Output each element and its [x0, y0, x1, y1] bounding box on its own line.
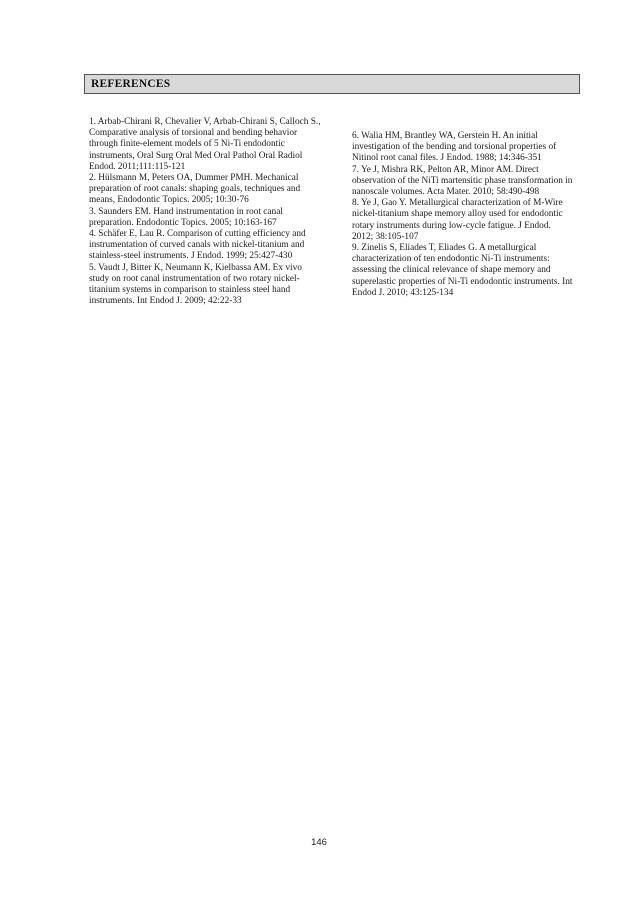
section-title: REFERENCES [91, 78, 171, 90]
reference-item: 7. Ye J, Mishra RK, Pelton AR, Minor AM. Direct observation of the NiTi martensitic phase transformation in nanoscale volumes. Acta Mater. 2010; 58:490-498 [352, 164, 573, 198]
references-header-bar [84, 74, 580, 94]
reference-item: 5. Vaudt J, Bitter K, Neumann K, Kielbassa AM. Ex vivo study on root canal instrumentation of two rotary nickel-titanium systems in comparison to stainless steel hand instruments. Int Endod J. 2009; 42:22-33 [89, 262, 302, 307]
reference-item: 4. Schäfer E, Lau R. Comparison of cutting efficiency and instrumentation of curved canals with nickel-titanium and stainless-steel instruments. J Endod. 1999; 25:427-430 [89, 229, 306, 262]
reference-item: 8. Ye J, Gao Y. Metallurgical characterization of M-Wire nickel-titanium shape memory alloy used for endodontic rotary instruments during low-cycle fatigue. J Endod. 2012; 38:105-107 [352, 198, 563, 242]
reference-item: 1. Arbab-Chirani R, Chevalier V, Arbab-Chirani S, Calloch S., Comparative analysis of torsional and bending behavior through finite-element models of 5 Ni-Ti endodontic instruments, Oral Surg Oral Med Oral Pathol Oral Radiol Endod. 2011;111:115-121 [89, 117, 321, 172]
reference-item: 2. Hülsmann M, Peters OA, Dummer PMH. Mechanical preparation of root canals: shaping goals, techniques and means, Endodontic Topics. 2005; 10:30-76 [89, 173, 301, 206]
page-number: 146 [311, 837, 327, 848]
references-column-left [89, 117, 321, 307]
reference-item: 9. Zinelis S, Eliades T, Eliades G. A metallurgical characterization of ten endodontic Ni-Ti instruments: assessing the clinical relevance of shape memory and superelastic properties of Ni-Ti endodontic instruments. Int Endod J. 2010; 43:125-134 [352, 243, 573, 298]
references-column-right [352, 131, 574, 299]
reference-item: 3. Saunders EM. Hand instrumentation in root canal preparation. Endodontic Topics. 2005; 10:163-167 [89, 206, 283, 228]
reference-item: 6. Walia HM, Brantley WA, Gerstein H. An initial investigation of the bending and torsional properties of Nitinol root canal files. J Endod. 1988; 14:346-351 [352, 131, 557, 164]
